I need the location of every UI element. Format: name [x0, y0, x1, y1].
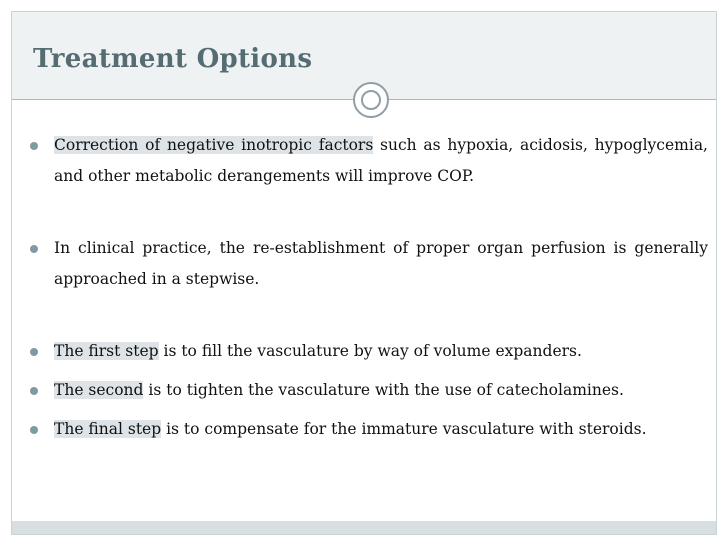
- bullet-text: such as hypoxia, acidosis, hypoglycemia, and other metabolic derangements will improve COP.: [54, 136, 708, 185]
- bullet-highlight: Correction of negative inotropic factors: [54, 136, 374, 154]
- bullet-highlight: The final step: [54, 420, 162, 438]
- slide-frame: [11, 11, 717, 535]
- round-bullet-icon: [30, 387, 38, 395]
- bullet-item-final-step: [20, 414, 708, 445]
- bullet-text: is to fill the vasculature by way of volume expanders.: [158, 342, 582, 360]
- ornament-inner-ring: [361, 90, 381, 110]
- bullet-text: In clinical practice, the re-establishment of proper organ perfusion is generally approached in a stepwise.: [54, 239, 708, 288]
- bullet-item-negative-inotropic: [20, 130, 708, 192]
- slide-title: Treatment Options: [33, 44, 313, 74]
- round-bullet-icon: [30, 348, 38, 356]
- bullet-text: is to compensate for the immature vasculature with steroids.: [161, 420, 647, 438]
- round-bullet-icon: [30, 245, 38, 253]
- concentric-circle-ornament-icon: [353, 82, 389, 118]
- bullet-item-clinical-practice: [20, 233, 708, 295]
- bullet-highlight: The second: [54, 381, 144, 399]
- bullet-text: is to tighten the vasculature with the use of catecholamines.: [143, 381, 624, 399]
- round-bullet-icon: [30, 142, 38, 150]
- footer-band: [12, 521, 716, 534]
- bullet-highlight: The first step: [54, 342, 159, 360]
- bullet-list: [20, 130, 708, 445]
- bullet-item-second-step: [20, 375, 708, 406]
- bullet-item-first-step: [20, 336, 708, 367]
- round-bullet-icon: [30, 426, 38, 434]
